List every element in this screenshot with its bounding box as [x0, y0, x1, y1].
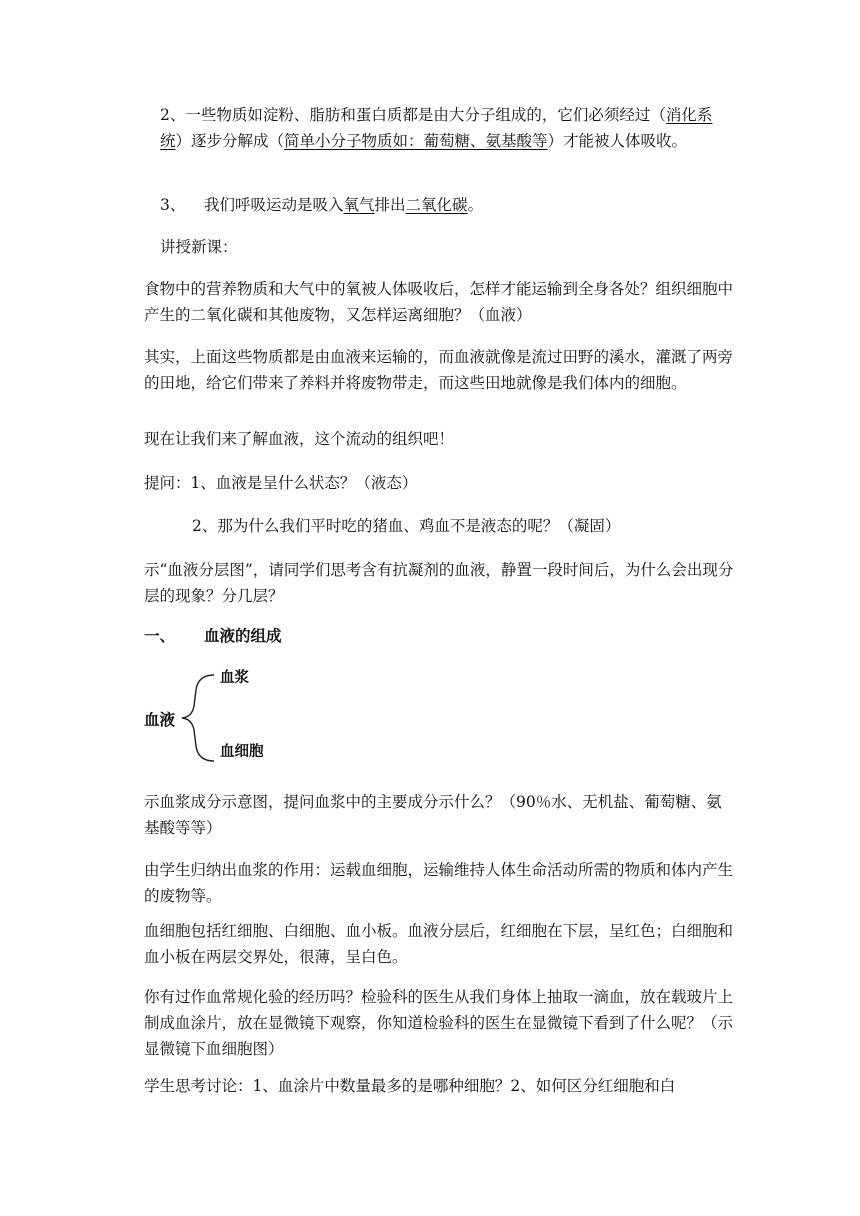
section-title: 血液的组成: [204, 627, 282, 645]
item2-text: 2、一些物质如淀粉、脂肪和蛋白质都是由大分子组成的，它们必须经过（: [160, 106, 666, 124]
item3-text: 我们呼吸运动是吸入: [204, 196, 344, 214]
plasma-label: 血浆: [220, 670, 249, 686]
paragraph: 血细胞包括红细胞、白细胞、血小板。血液分层后，红细胞在下层，呈红色；白细胞和血小板在两层交界处，很薄，呈白色。: [144, 922, 734, 966]
paragraph: 示血浆成分示意图，提问血浆中的主要成分示什么？（90％水、无机盐、葡萄糖、氨基酸等等）: [144, 793, 722, 837]
item3-text: 排出: [374, 196, 406, 214]
blood-label: 血液: [144, 711, 176, 729]
blood-cell-label: 血细胞: [220, 744, 264, 760]
blood-composition-diagram: [144, 664, 444, 764]
item3-text: 。: [467, 196, 484, 214]
review-item-2: [160, 102, 734, 154]
section-number: 一、: [144, 627, 176, 645]
question-1: 提问：1、血液是呈什么状态？（液态）: [144, 474, 418, 492]
review-item-3: [160, 192, 734, 218]
paragraph: 由学生归纳出血浆的作用：运载血细胞，运输维持人体生命活动所需的物质和体内产生的废物等。: [144, 861, 734, 905]
answer-blank: 氧气: [343, 196, 375, 214]
answer-blank: 二氧化碳: [405, 196, 468, 214]
item2-text: ）逐步分解成（: [175, 132, 285, 150]
item2-text: ）才能被人体吸收。: [547, 132, 688, 150]
paragraph: 现在让我们来了解血液，这个流动的组织吧！: [144, 430, 455, 448]
item-number: 3、: [160, 196, 186, 214]
paragraph: 其实，上面这些物质都是由血液来运输的，而血液就像是流过田野的溪水，灌溉了两旁的田地，给它们带来了养料并将废物带走，而这些田地就像是我们体内的细胞。: [144, 348, 734, 392]
section-heading: [144, 624, 282, 648]
brace-icon: [144, 664, 444, 764]
paragraph: 示“血液分层图”，请同学们思考含有抗凝剂的血液，静置一段时间后，为什么会出现分层的现象？分几层？: [144, 561, 734, 605]
new-lesson-label: 讲授新课：: [160, 238, 238, 256]
paragraph: 学生思考讨论：1、血涂片中数量最多的是哪种细胞？2、如何区分红细胞和白: [144, 1077, 676, 1095]
paragraph: 食物中的营养物质和大气中的氧被人体吸收后，怎样才能运输到全身各处？组织细胞中产生的二氧化碳和其他废物，又怎样运离细胞？（血液）: [144, 280, 734, 324]
answer-blank: 消化系统: [160, 106, 713, 150]
paragraph: 你有过作血常规化验的经历吗？检验科的医生从我们身体上抽取一滴血，放在载玻片上制成血涂片，放在显微镜下观察，你知道检验科的医生在显微镜下看到了什么呢？（示显微镜下血细胞图）: [144, 988, 734, 1058]
question-2: 2、那为什么我们平时吃的猪血、鸡血不是液态的呢？（凝固）: [192, 517, 621, 535]
answer-blank: 简单小分子物质如：葡萄糖、氨基酸等: [284, 132, 548, 150]
